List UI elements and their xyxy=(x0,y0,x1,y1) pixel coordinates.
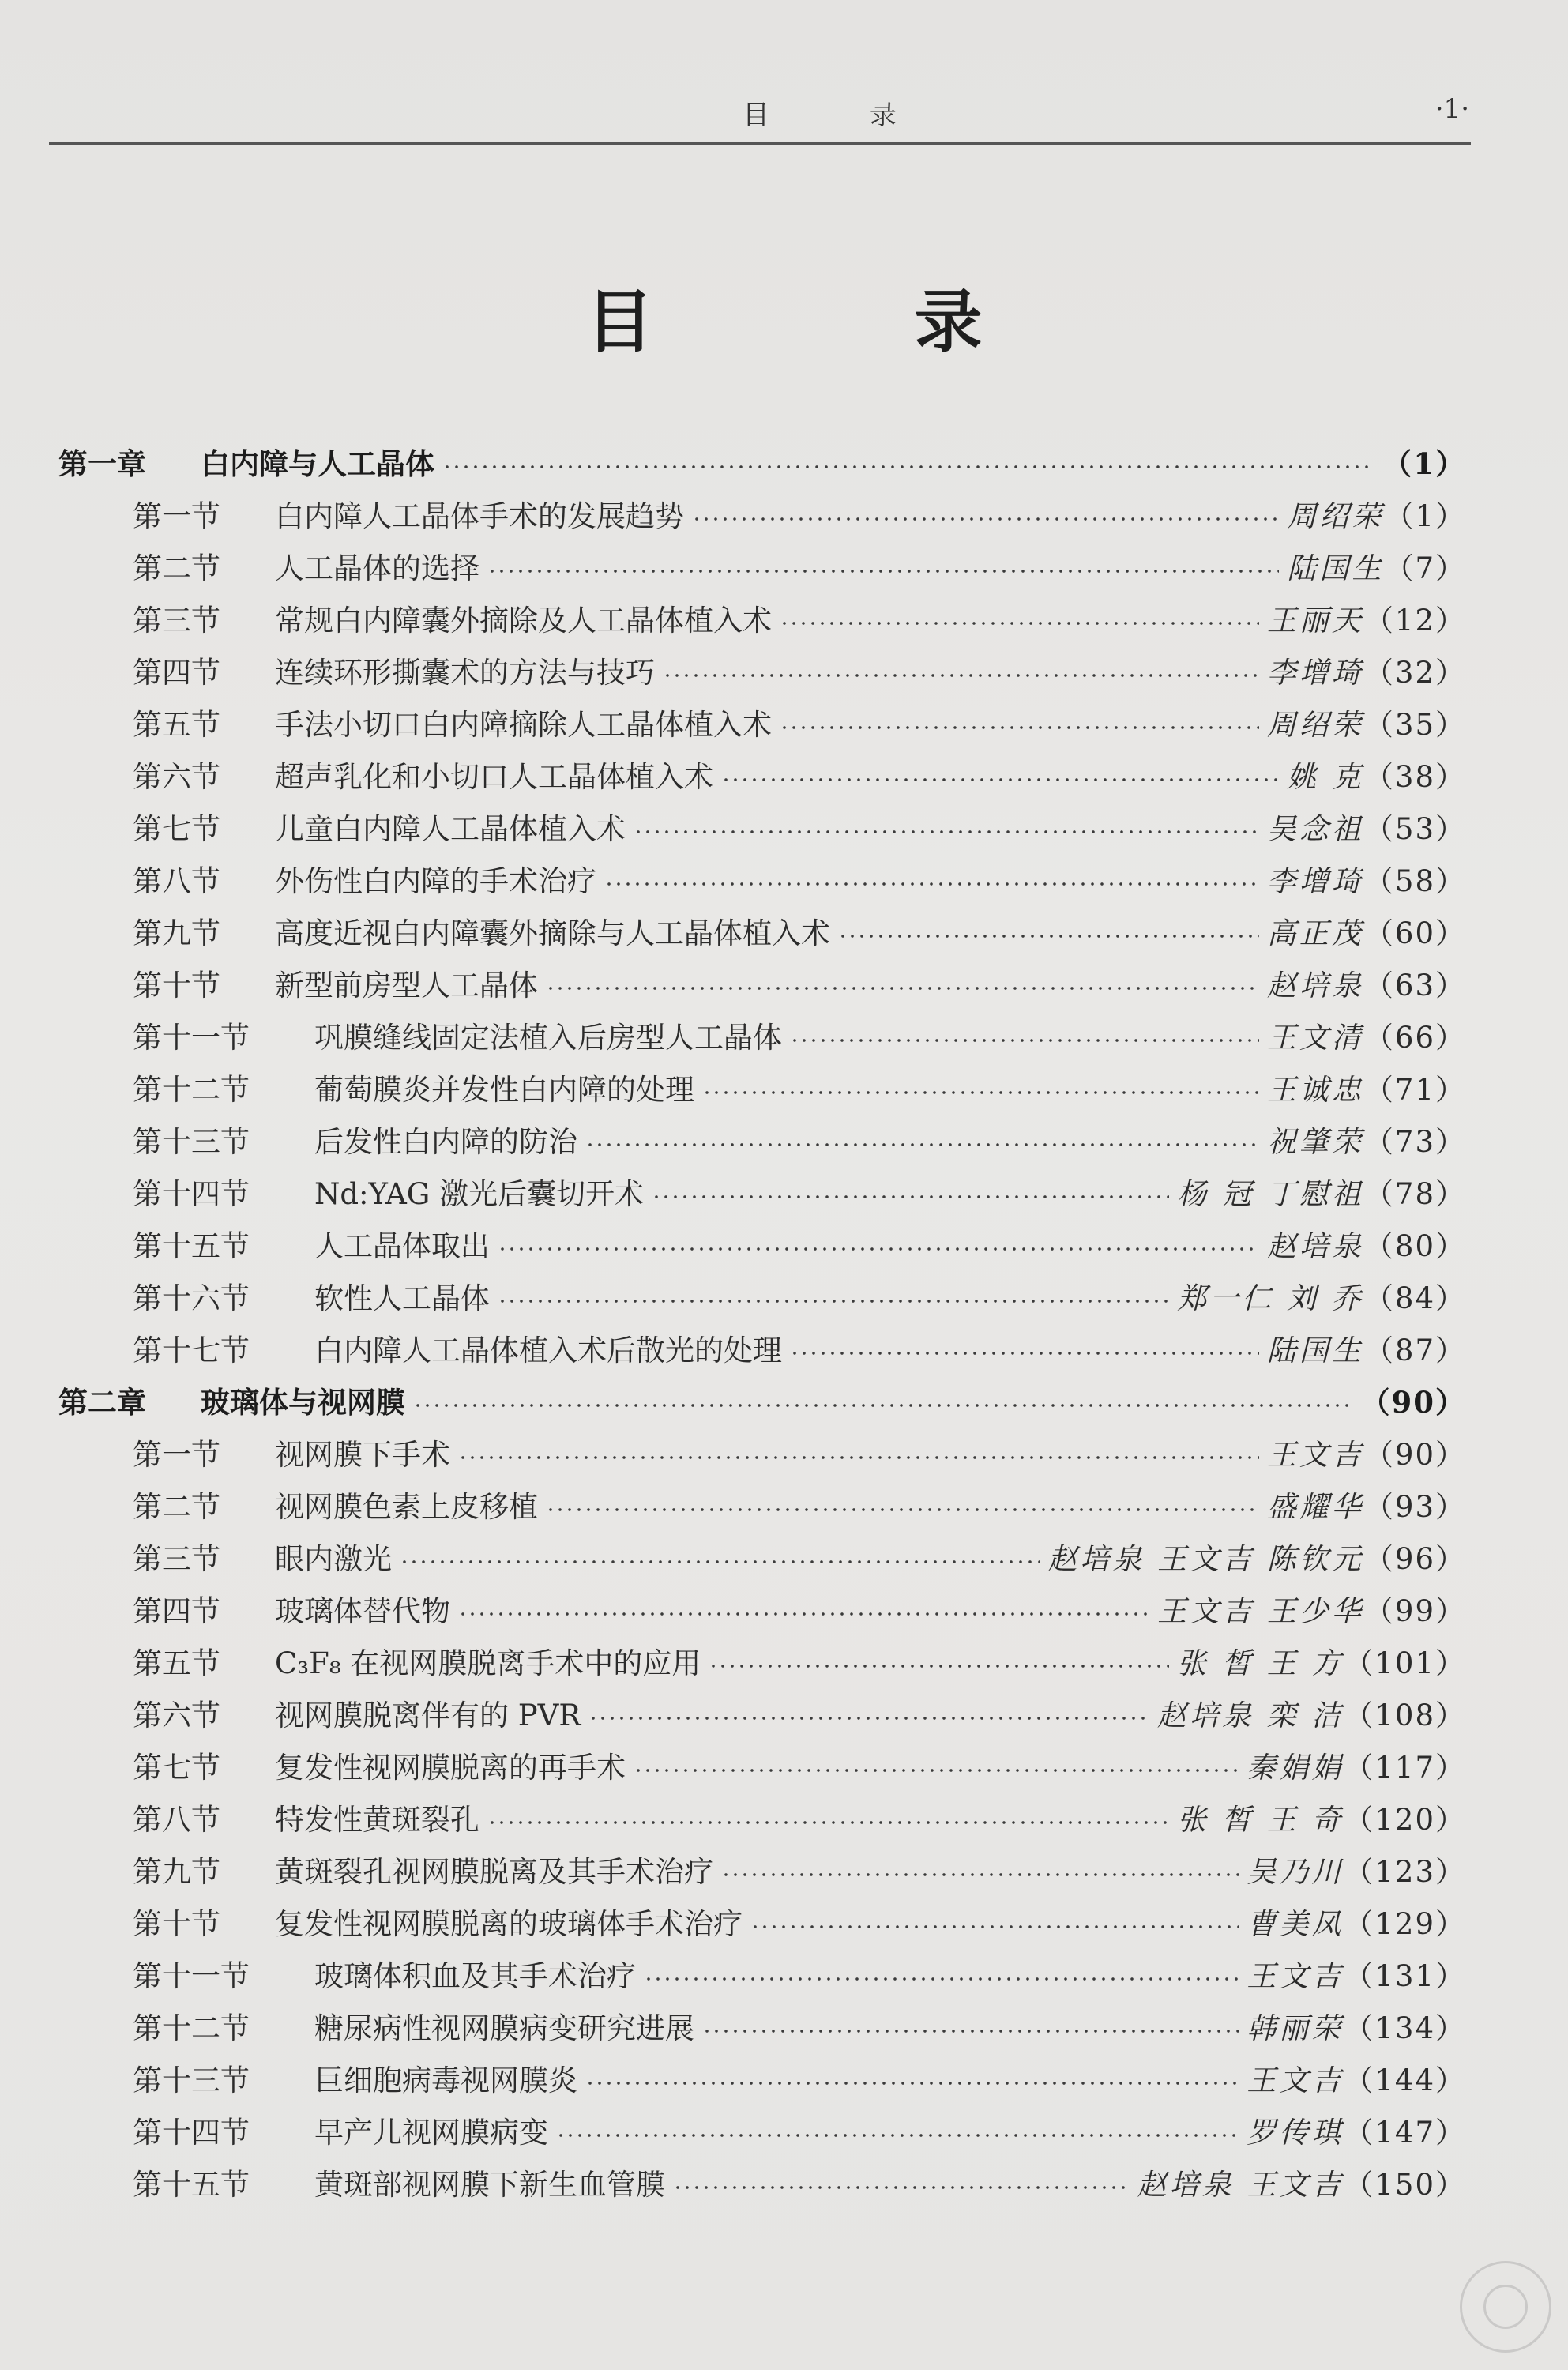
toc-number: 第五节 xyxy=(133,708,220,742)
dot-leader xyxy=(702,2030,1239,2033)
toc-author: 祝肇荣 xyxy=(1266,1125,1364,1159)
toc-title: 巨细胞病毒视网膜炎 xyxy=(314,2063,577,2097)
dot-leader xyxy=(780,726,1259,729)
toc-section-row xyxy=(133,1847,1466,1891)
toc-title: 黄斑部视网膜下新生血管膜 xyxy=(314,2168,665,2202)
dot-leader xyxy=(721,1873,1239,1876)
toc-section-row xyxy=(133,804,1466,848)
toc-section-row xyxy=(133,1586,1466,1631)
toc-number: 第一节 xyxy=(133,499,220,533)
toc-section-row xyxy=(133,2056,1466,2100)
toc-page-number: （32） xyxy=(1363,656,1466,690)
toc-number: 第八节 xyxy=(133,1803,220,1837)
toc-author: 吴乃川 xyxy=(1247,1855,1344,1889)
toc-section-row xyxy=(133,961,1466,1005)
dot-leader xyxy=(588,1717,1149,1720)
toc-number: 第二节 xyxy=(133,1490,220,1524)
toc-page-number: （84） xyxy=(1363,1281,1466,1315)
toc-section-row xyxy=(133,1013,1466,1057)
toc-author: 李增琦 xyxy=(1266,656,1364,690)
page-title: 目 录 xyxy=(585,283,1101,362)
toc-page-number: （80） xyxy=(1363,1229,1466,1263)
toc-author: 姚 克 xyxy=(1287,760,1364,794)
toc-section-row xyxy=(133,1691,1466,1735)
toc-author: 周绍荣 xyxy=(1287,499,1385,533)
toc-title: 复发性视网膜脱离的玻璃体手术治疗 xyxy=(275,1907,743,1941)
header-rule xyxy=(49,142,1471,145)
toc-author: 曹美凤 xyxy=(1247,1907,1344,1941)
toc-author: 盛耀华 xyxy=(1266,1490,1364,1524)
toc-section-row xyxy=(133,908,1466,953)
dot-leader xyxy=(652,1195,1169,1198)
toc-author: 张 皙 王 奇 xyxy=(1177,1803,1344,1837)
toc-number: 第十二节 xyxy=(133,1073,250,1107)
toc-author: 赵培泉 xyxy=(1266,969,1364,1003)
toc-number: 第十一节 xyxy=(133,1021,250,1055)
toc-title: 白内障人工晶体手术的发展趋势 xyxy=(275,499,684,533)
dot-leader xyxy=(673,2186,1130,2189)
dot-leader xyxy=(487,1821,1169,1824)
toc-title: 超声乳化和小切口人工晶体植入术 xyxy=(275,760,713,794)
toc-author: 周绍荣 xyxy=(1266,708,1364,742)
toc-number: 第十七节 xyxy=(133,1334,250,1367)
toc-title: 视网膜下手术 xyxy=(275,1438,450,1472)
toc-title: 高度近视白内障囊外摘除与人工晶体植入术 xyxy=(275,916,830,950)
toc-title: 复发性视网膜脱离的再手术 xyxy=(275,1751,626,1785)
toc-section-row xyxy=(133,2108,1466,2152)
running-header xyxy=(47,93,1469,141)
dot-leader xyxy=(556,2134,1239,2137)
toc-section-row xyxy=(133,1221,1466,1266)
toc-section-row xyxy=(133,491,1466,536)
toc-page-number: （63） xyxy=(1363,969,1466,1003)
toc-chapter-row xyxy=(58,1378,1466,1422)
toc-number: 第七节 xyxy=(133,1751,220,1785)
toc-author: 罗传琪 xyxy=(1247,2116,1344,2150)
toc-section-row xyxy=(133,1482,1466,1526)
toc-title: 手法小切口白内障摘除人工晶体植入术 xyxy=(275,708,772,742)
toc-page-number: （150） xyxy=(1344,2168,1466,2202)
toc-number: 第六节 xyxy=(133,1698,220,1732)
toc-section-row xyxy=(133,596,1466,640)
toc-page-number: （60） xyxy=(1363,916,1466,950)
toc-number: 第一节 xyxy=(133,1438,220,1472)
dot-leader xyxy=(838,935,1259,938)
toc-section-row xyxy=(133,1638,1466,1683)
toc-section-row xyxy=(133,752,1466,796)
toc-page-number: （7） xyxy=(1384,551,1466,585)
toc-title: 特发性黄斑裂孔 xyxy=(275,1803,479,1837)
dot-leader xyxy=(546,1508,1259,1511)
dot-leader xyxy=(458,1456,1259,1459)
toc-page-number: （120） xyxy=(1344,1803,1466,1837)
dot-leader xyxy=(692,517,1279,521)
toc-section-row xyxy=(133,2003,1466,2048)
page-number: ·1· xyxy=(1435,93,1469,125)
toc-section-row xyxy=(133,1117,1466,1161)
toc-section-row xyxy=(133,700,1466,744)
toc-title: 玻璃体积血及其手术治疗 xyxy=(314,1959,636,1993)
toc-section-row xyxy=(133,1430,1466,1474)
toc-number: 第六节 xyxy=(133,760,220,794)
toc-number: 第十三节 xyxy=(133,1125,250,1159)
toc-author: 张 皙 王 方 xyxy=(1177,1646,1344,1680)
toc-author: 赵培泉 王文吉 xyxy=(1137,2168,1344,2202)
toc-author: 陆国生 xyxy=(1287,551,1385,585)
toc-title: 玻璃体替代物 xyxy=(275,1594,450,1628)
toc-author: 王文吉 王少华 xyxy=(1157,1594,1364,1628)
dot-leader xyxy=(442,465,1374,468)
dot-leader xyxy=(413,1404,1353,1407)
dot-leader xyxy=(585,2082,1239,2085)
toc-page-number: （123） xyxy=(1344,1855,1466,1889)
toc-number: 第四节 xyxy=(133,656,220,690)
toc-title: 儿童白内障人工晶体植入术 xyxy=(275,812,626,846)
toc-author: 韩丽荣 xyxy=(1247,2011,1344,2045)
toc-author: 王诚忠 xyxy=(1266,1073,1364,1107)
dot-leader xyxy=(709,1665,1169,1668)
toc-title: 视网膜脱离伴有的 PVR xyxy=(275,1698,581,1732)
toc-chapter-row xyxy=(58,439,1466,483)
toc-number: 第九节 xyxy=(133,1855,220,1889)
toc-author: 吴念祖 xyxy=(1266,812,1364,846)
toc-page-number: （78） xyxy=(1363,1177,1466,1211)
toc-page-number: （101） xyxy=(1344,1646,1466,1680)
toc-number: 第三节 xyxy=(133,1542,220,1576)
toc-number: 第十三节 xyxy=(133,2063,250,2097)
toc-page-number: （131） xyxy=(1344,1959,1466,1993)
toc-section-row xyxy=(133,648,1466,692)
toc-section-row xyxy=(133,544,1466,588)
toc-number: 第七节 xyxy=(133,812,220,846)
toc-title: 视网膜色素上皮移植 xyxy=(275,1490,538,1524)
toc-title: 早产儿视网膜病变 xyxy=(314,2116,548,2150)
toc-page-number: （129） xyxy=(1344,1907,1466,1941)
toc-page-number: （38） xyxy=(1363,760,1466,794)
toc-title: 外伤性白内障的手术治疗 xyxy=(275,864,596,898)
toc-author: 郑一仁 刘 乔 xyxy=(1177,1281,1364,1315)
dot-leader xyxy=(498,1300,1169,1303)
toc-page-number: （66） xyxy=(1363,1021,1466,1055)
toc-page-number: （1） xyxy=(1384,499,1466,533)
toc-section-row xyxy=(133,1169,1466,1213)
toc-number: 第十五节 xyxy=(133,1229,250,1263)
toc-author: 王文清 xyxy=(1266,1021,1364,1055)
dot-leader xyxy=(546,987,1259,990)
dot-leader xyxy=(790,1352,1259,1355)
toc-page-number: （12） xyxy=(1363,604,1466,638)
toc-number: 第一章 xyxy=(58,447,146,481)
toc-title: 白内障与人工晶体 xyxy=(201,447,434,481)
toc-title: 常规白内障囊外摘除及人工晶体植入术 xyxy=(275,604,772,638)
toc-number: 第十四节 xyxy=(133,1177,250,1211)
toc-number: 第十六节 xyxy=(133,1281,250,1315)
dot-leader xyxy=(634,1769,1239,1772)
toc-number: 第四节 xyxy=(133,1594,220,1628)
watermark-stamp-inner xyxy=(1483,2285,1528,2329)
toc-title: 黄斑裂孔视网膜脱离及其手术治疗 xyxy=(275,1855,713,1889)
toc-page-number: （71） xyxy=(1363,1073,1466,1107)
toc-author: 秦娟娟 xyxy=(1247,1751,1344,1785)
dot-leader xyxy=(487,570,1279,573)
toc-section-row xyxy=(133,1273,1466,1318)
toc-page-number: （1） xyxy=(1382,446,1466,481)
toc-page-number: （90） xyxy=(1363,1438,1466,1472)
dot-leader xyxy=(663,674,1259,677)
toc-section-row xyxy=(133,1534,1466,1578)
toc-number: 第二章 xyxy=(58,1386,146,1420)
dot-leader xyxy=(721,778,1279,781)
toc-title: 眼内激光 xyxy=(275,1542,392,1576)
toc-author: 赵培泉 王文吉 陈钦元 xyxy=(1047,1542,1364,1576)
toc-section-row xyxy=(133,1065,1466,1109)
toc-page-number: （134） xyxy=(1344,2011,1466,2045)
dot-leader xyxy=(702,1091,1259,1094)
toc-number: 第五节 xyxy=(133,1646,220,1680)
toc-author: 王文吉 xyxy=(1247,1959,1344,1993)
toc-page-number: （73） xyxy=(1363,1125,1466,1159)
running-title: 目 录 xyxy=(743,100,942,131)
toc-number: 第十五节 xyxy=(133,2168,250,2202)
toc-page-number: （35） xyxy=(1363,708,1466,742)
toc-author: 杨 冠 丁慰祖 xyxy=(1177,1177,1364,1211)
toc-page-number: （108） xyxy=(1344,1698,1466,1732)
toc-number: 第十二节 xyxy=(133,2011,250,2045)
dot-leader xyxy=(634,830,1259,833)
toc-title: 后发性白内障的防治 xyxy=(314,1125,577,1159)
toc-section-row xyxy=(133,1951,1466,1996)
dot-leader xyxy=(604,882,1259,886)
dot-leader xyxy=(585,1143,1259,1146)
toc-section-row xyxy=(133,1743,1466,1787)
toc-title: Nd:YAG 激光后囊切开术 xyxy=(314,1177,645,1211)
toc-author: 王丽天 xyxy=(1266,604,1364,638)
toc-number: 第九节 xyxy=(133,916,220,950)
toc-title: 玻璃体与视网膜 xyxy=(201,1386,405,1420)
toc-page-number: （99） xyxy=(1363,1594,1466,1628)
toc-page-number: （90） xyxy=(1360,1385,1466,1420)
toc-title: 新型前房型人工晶体 xyxy=(275,969,538,1003)
toc-title: 白内障人工晶体植入术后散光的处理 xyxy=(314,1334,782,1367)
toc-number: 第十节 xyxy=(133,1907,220,1941)
toc-number: 第十四节 xyxy=(133,2116,250,2150)
toc-number: 第十节 xyxy=(133,969,220,1003)
toc-author: 赵培泉 xyxy=(1266,1229,1364,1263)
toc-author: 陆国生 xyxy=(1266,1334,1364,1367)
toc-title: 糖尿病性视网膜病变研究进展 xyxy=(314,2011,694,2045)
dot-leader xyxy=(644,1977,1239,1981)
toc-number: 第八节 xyxy=(133,864,220,898)
toc-page-number: （53） xyxy=(1363,812,1466,846)
toc-page-number: （144） xyxy=(1344,2063,1466,2097)
toc-page-number: （87） xyxy=(1363,1334,1466,1367)
toc-title: C₃F₈ 在视网膜脱离手术中的应用 xyxy=(275,1646,701,1680)
toc-number: 第二节 xyxy=(133,551,220,585)
toc-title: 巩膜缝线固定法植入后房型人工晶体 xyxy=(314,1021,782,1055)
toc-title: 人工晶体的选择 xyxy=(275,551,479,585)
toc-section-row xyxy=(133,1326,1466,1370)
dot-leader xyxy=(790,1039,1259,1042)
toc-section-row xyxy=(133,1795,1466,1839)
toc-page-number: （96） xyxy=(1363,1542,1466,1576)
toc-title: 软性人工晶体 xyxy=(314,1281,490,1315)
toc-number: 第十一节 xyxy=(133,1959,250,1993)
toc-number: 第三节 xyxy=(133,604,220,638)
toc-page-number: （117） xyxy=(1344,1751,1466,1785)
toc-section-row xyxy=(133,856,1466,901)
toc-title: 连续环形撕囊术的方法与技巧 xyxy=(275,656,655,690)
dot-leader xyxy=(780,622,1259,625)
dot-leader xyxy=(498,1247,1259,1251)
toc-author: 王文吉 xyxy=(1266,1438,1364,1472)
toc-page-number: （93） xyxy=(1363,1490,1466,1524)
toc-section-row xyxy=(133,2160,1466,2204)
toc-title: 人工晶体取出 xyxy=(314,1229,490,1263)
toc-author: 王文吉 xyxy=(1247,2063,1344,2097)
toc-author: 高正茂 xyxy=(1266,916,1364,950)
toc-page-number: （147） xyxy=(1344,2116,1466,2150)
toc-author: 李增琦 xyxy=(1266,864,1364,898)
toc-page-number: （58） xyxy=(1363,864,1466,898)
dot-leader xyxy=(400,1560,1040,1563)
dot-leader xyxy=(458,1612,1149,1616)
dot-leader xyxy=(750,1925,1239,1928)
toc-author: 赵培泉 栾 洁 xyxy=(1156,1698,1344,1732)
toc-section-row xyxy=(133,1899,1466,1943)
toc-title: 葡萄膜炎并发性白内障的处理 xyxy=(314,1073,694,1107)
